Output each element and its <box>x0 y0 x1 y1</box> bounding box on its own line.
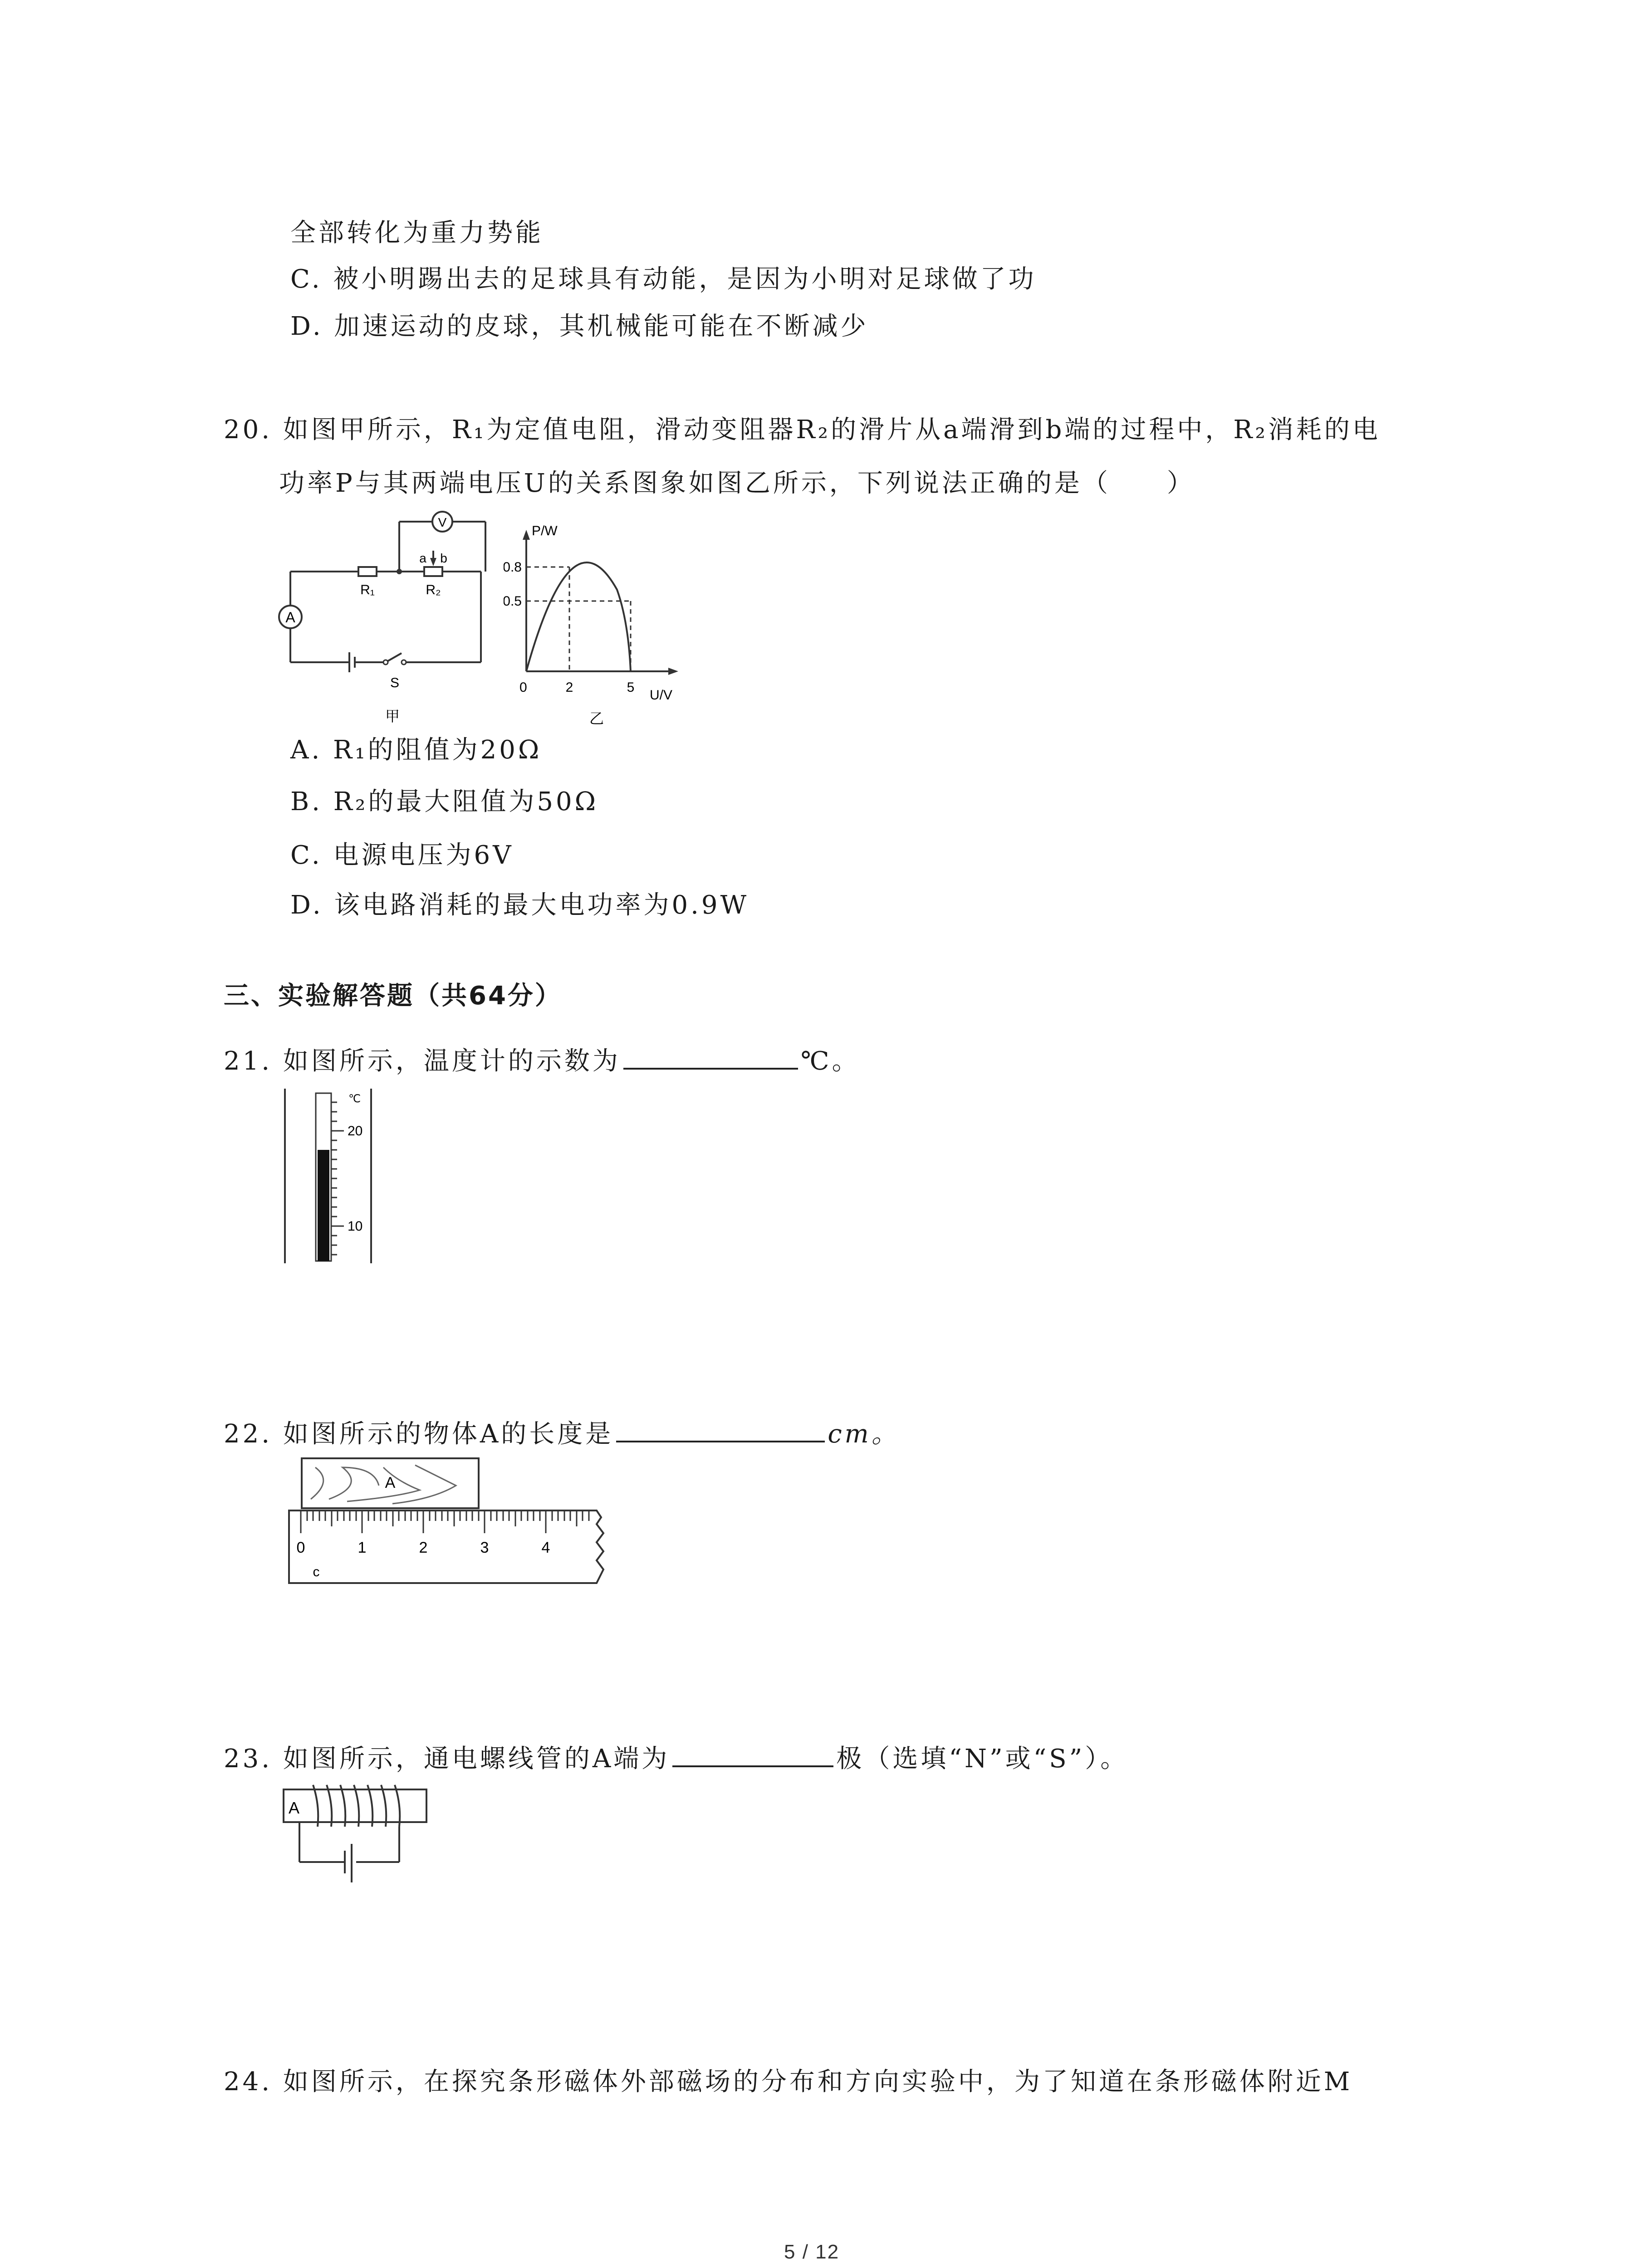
q23-stem <box>224 1740 1128 1775</box>
q23-solenoid-figure <box>281 1783 436 1892</box>
svg-text:b: b <box>440 551 447 565</box>
q19-option-c: C. 被小明踢出去的足球具有动能，是因为小明对足球做了功 <box>290 264 1037 294</box>
q20-pu-graph <box>504 522 685 730</box>
svg-text:S: S <box>390 675 400 690</box>
q21-suffix: ℃。 <box>800 1046 860 1076</box>
q24-stem-line1: 24. 如图所示，在探究条形磁体外部磁场的分布和方向实验中，为了知道在条形磁体附近M <box>224 2067 1353 2097</box>
svg-text:2: 2 <box>419 1539 428 1556</box>
q20-option-d: D. 该电路消耗的最大电功率为0.9W <box>290 890 749 920</box>
r1-resistor <box>358 567 377 576</box>
q20-circuit-figure <box>263 508 499 735</box>
svg-text:A: A <box>285 609 295 626</box>
svg-text:R₂: R₂ <box>426 582 441 597</box>
q23-answer-blank[interactable] <box>672 1740 833 1767</box>
r2-rheostat <box>424 567 442 576</box>
svg-text:2: 2 <box>565 680 573 695</box>
svg-text:0: 0 <box>519 680 527 695</box>
solenoid-core <box>284 1789 426 1822</box>
svg-text:0.5: 0.5 <box>504 594 522 609</box>
svg-text:P/W: P/W <box>532 523 558 538</box>
svg-text:a: a <box>419 551 426 565</box>
q20-option-b: B. R₂的最大阻值为50Ω <box>290 787 599 816</box>
svg-text:0: 0 <box>296 1539 305 1556</box>
q22-ruler-figure <box>284 1454 619 1603</box>
svg-text:0.8: 0.8 <box>504 560 522 575</box>
svg-text:V: V <box>438 515 447 529</box>
q21-prefix: 21. 如图所示，温度计的示数为 <box>224 1046 621 1076</box>
svg-text:20: 20 <box>348 1124 363 1139</box>
q20-stem-line2: 功率P与其两端电压U的关系图象如图乙所示，下列说法正确的是（ ） <box>279 469 1195 498</box>
svg-text:乙: 乙 <box>589 710 604 727</box>
q19-continuation: 全部转化为重力势能 <box>290 218 544 248</box>
svg-text:4: 4 <box>541 1539 550 1556</box>
page-number: 5 / 12 <box>784 2241 840 2263</box>
svg-text:1: 1 <box>358 1539 367 1556</box>
q22-suffix: cm。 <box>828 1419 900 1449</box>
q22-prefix: 22. 如图所示的物体A的长度是 <box>224 1419 614 1449</box>
svg-text:℃: ℃ <box>348 1093 361 1105</box>
q20-option-c: C. 电源电压为6V <box>290 841 514 870</box>
q23-prefix: 23. 如图所示，通电螺线管的A端为 <box>224 1744 670 1774</box>
svg-text:A: A <box>385 1474 396 1491</box>
mercury-column <box>318 1150 329 1261</box>
svg-text:R₁: R₁ <box>360 582 375 597</box>
power-curve <box>526 562 631 671</box>
q21-thermometer <box>280 1089 380 1270</box>
section-3-heading: 三、实验解答题（共64分） <box>224 981 562 1011</box>
svg-text:甲: 甲 <box>385 708 400 724</box>
q22-stem <box>224 1415 900 1451</box>
svg-text:10: 10 <box>348 1219 363 1234</box>
q20-option-a: A. R₁的阻值为20Ω <box>290 735 542 765</box>
q20-stem-line1: 20. 如图甲所示，R₁为定值电阻，滑动变阻器R₂的滑片从a端滑到b端的过程中，R₂消耗的电 <box>224 415 1381 445</box>
q22-answer-blank[interactable] <box>616 1415 825 1442</box>
svg-text:A: A <box>288 1799 300 1817</box>
q23-suffix: 极（选填“N”或“S”）。 <box>836 1744 1129 1774</box>
svg-text:c: c <box>313 1564 320 1579</box>
svg-text:5: 5 <box>627 680 635 695</box>
q21-answer-blank[interactable] <box>623 1042 798 1070</box>
q19-option-d: D. 加速运动的皮球，其机械能可能在不断减少 <box>290 312 869 341</box>
q21-stem <box>224 1042 860 1078</box>
svg-text:3: 3 <box>480 1539 489 1556</box>
svg-text:U/V: U/V <box>650 688 673 703</box>
